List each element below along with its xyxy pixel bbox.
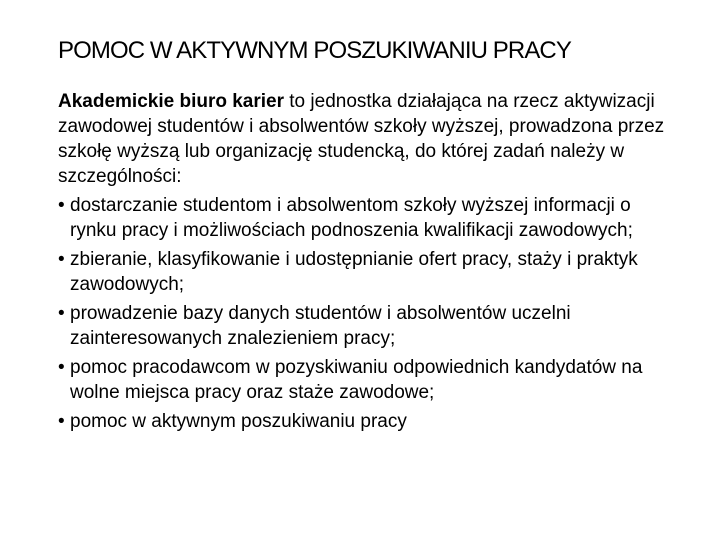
bullet-list	[58, 193, 674, 434]
bullet-item	[58, 193, 674, 243]
bullet-item	[58, 301, 674, 351]
slide-title: POMOC W AKTYWNYM POSZUKIWANIU PRACY	[58, 37, 571, 64]
intro-text: to jednostka działająca na rzecz aktywizacji zawodowej studentów i absolwentów szkoły wyższej, prowadzona przez szkołę wyższą lub organizację studencką, do której zadań należy w szczególności:	[58, 91, 665, 187]
bullet-text: zbieranie, klasyfikowanie i udostępnianie ofert pracy, staży i praktyk zawodowych;	[70, 249, 638, 295]
bullet-text: prowadzenie bazy danych studentów i absolwentów uczelni zainteresowanych znalezieniem pracy;	[70, 303, 571, 349]
bullet-icon: •	[58, 195, 65, 216]
intro-lead-term: Akademickie biuro karier	[58, 91, 284, 112]
bullet-text: dostarczanie studentom i absolwentom szkoły wyższej informacji o rynku pracy i możliwościach podnoszenia kwalifikacji zawodowych;	[70, 195, 633, 241]
bullet-item	[58, 247, 674, 297]
bullet-icon: •	[58, 357, 65, 378]
bullet-icon: •	[58, 303, 65, 324]
bullet-text: pomoc w aktywnym poszukiwaniu pracy	[70, 411, 407, 432]
bullet-icon: •	[58, 249, 65, 270]
bullet-icon: •	[58, 411, 65, 432]
bullet-item	[58, 409, 674, 434]
intro-paragraph	[58, 89, 674, 189]
slide-body	[58, 89, 674, 438]
bullet-item	[58, 355, 674, 405]
bullet-text: pomoc pracodawcom w pozyskiwaniu odpowiednich kandydatów na wolne miejsca pracy oraz staże zawodowe;	[70, 357, 643, 403]
